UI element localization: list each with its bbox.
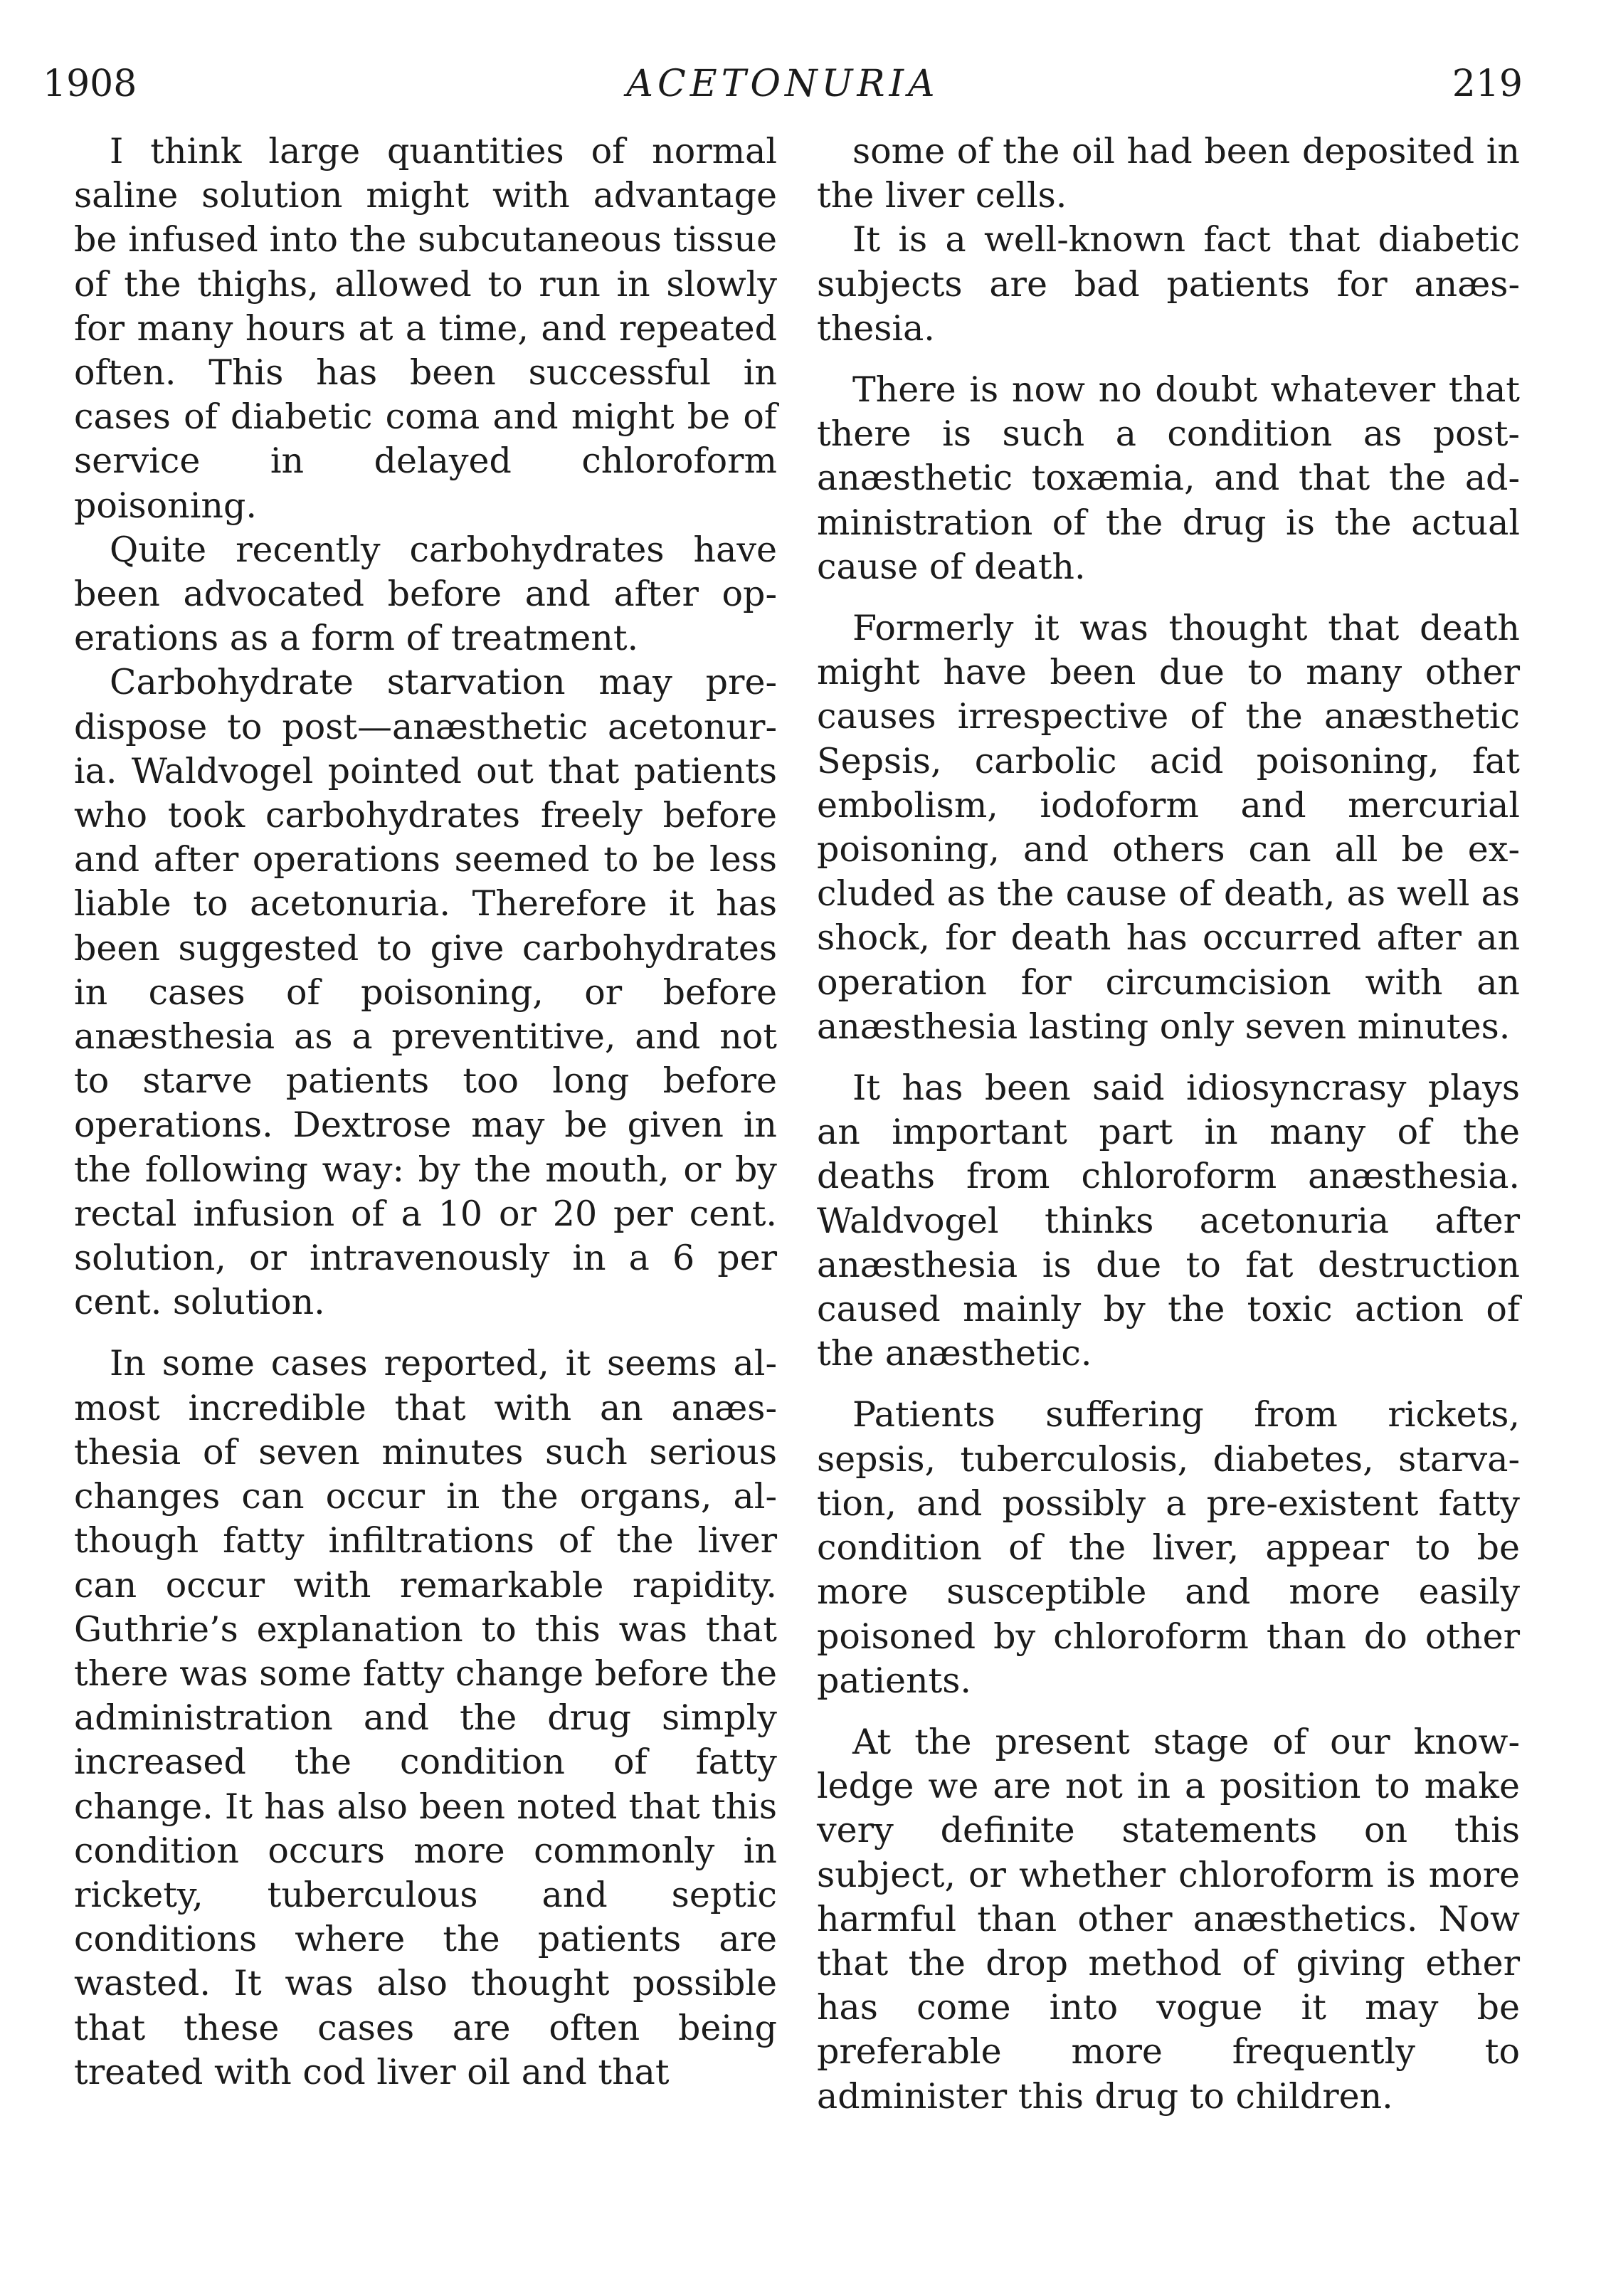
paragraph: Formerly it was thought that death might have been due to many other causes irrespective of the anæsthetic Sepsis, carbolic acid poisoning, fat embolism, iodoform and mercurial poisoning, and others can all be excluded as the cause of death, as well as shock, for death has occurred after an operation for circumcision with an anæsthesia lasting only seven minutes. xyxy=(817,608,1520,1047)
paragraph: Carbohydrate starvation may predispose to post—anæsthetic acetonuria. Waldvogel pointed out that patients who took carbohydrates freely before and after operations seemed to be less liable to acetonuria. Therefore it has been suggested to give carbohydrates in cases of poisoning, or before anæsthesia as a preventitive, and not to starve patients too long before operations. Dextrose may be given in the following way: by the mouth, or by rectal infusion of a 10 or 20 per cent. solution, or intravenously in a 6 per cent. solution. xyxy=(74,662,777,1323)
running-title: ACETONURIA xyxy=(626,63,939,105)
page-header xyxy=(43,56,1523,112)
paragraph: Quite recently carbohydrates have been advocated before and after operations as a form of treatment. xyxy=(74,529,777,659)
paragraph: some of the oil had been deposited in the liver cells. xyxy=(817,131,1520,216)
paragraph: I think large quantities of normal saline solution might with advantage be infused into the subcutaneous tissue of the thighs, allowed to run in slowly for many hours at a time, and repeated often. This has been successful in cases of diabetic coma and might be of service in delayed chloroform poisoning. xyxy=(74,131,777,526)
right-column xyxy=(817,130,1520,2119)
paragraph: It is a well-known fact that diabetic subjects are bad patients for anæsthesia. xyxy=(817,219,1520,349)
page-number: 219 xyxy=(1452,63,1523,105)
paragraph: There is now no doubt whatever that there is such a condition as post-anæsthetic toxæmia, and that the administration of the drug is the actual cause of death. xyxy=(817,369,1520,587)
paragraph: It has been said idiosyncrasy plays an important part in many of the deaths from chloroform anæsthesia. Waldvogel thinks acetonuria after anæsthesia is due to fat destruction caused mainly by the toxic action of the anæsthetic. xyxy=(817,1068,1520,1374)
left-column xyxy=(74,130,777,2095)
header-year: 1908 xyxy=(43,63,137,105)
paragraph: In some cases reported, it seems almost incredible that with an anæsthesia of seven minutes such serious changes can occur in the organs, although fatty infiltrations of the liver can occur with remarkable rapidity. Guthrie’s explanation to this was that there was some fatty change before the administration and the drug simply increased the condition of fatty change. It has also been noted that this condition occurs more commonly in rickety, tuberculous and septic conditions where the patients are wasted. It was also thought possible that these cases are often being treated with cod liver oil and that xyxy=(74,1343,777,2092)
paragraph: Patients suffering from rickets, sepsis, tuberculosis, diabetes, starvation, and possibly a pre-existent fatty condition of the liver, appear to be more susceptible and more easily poisoned by chloroform than do other patients. xyxy=(817,1394,1520,1701)
paragraph: At the present stage of our knowledge we are not in a position to make very definite statements on this subject, or whether chloroform is more harmful than other anæsthetics. Now that the drop method of giving ether has come into vogue it may be preferable more frequently to administer this drug to children. xyxy=(817,1721,1520,2117)
